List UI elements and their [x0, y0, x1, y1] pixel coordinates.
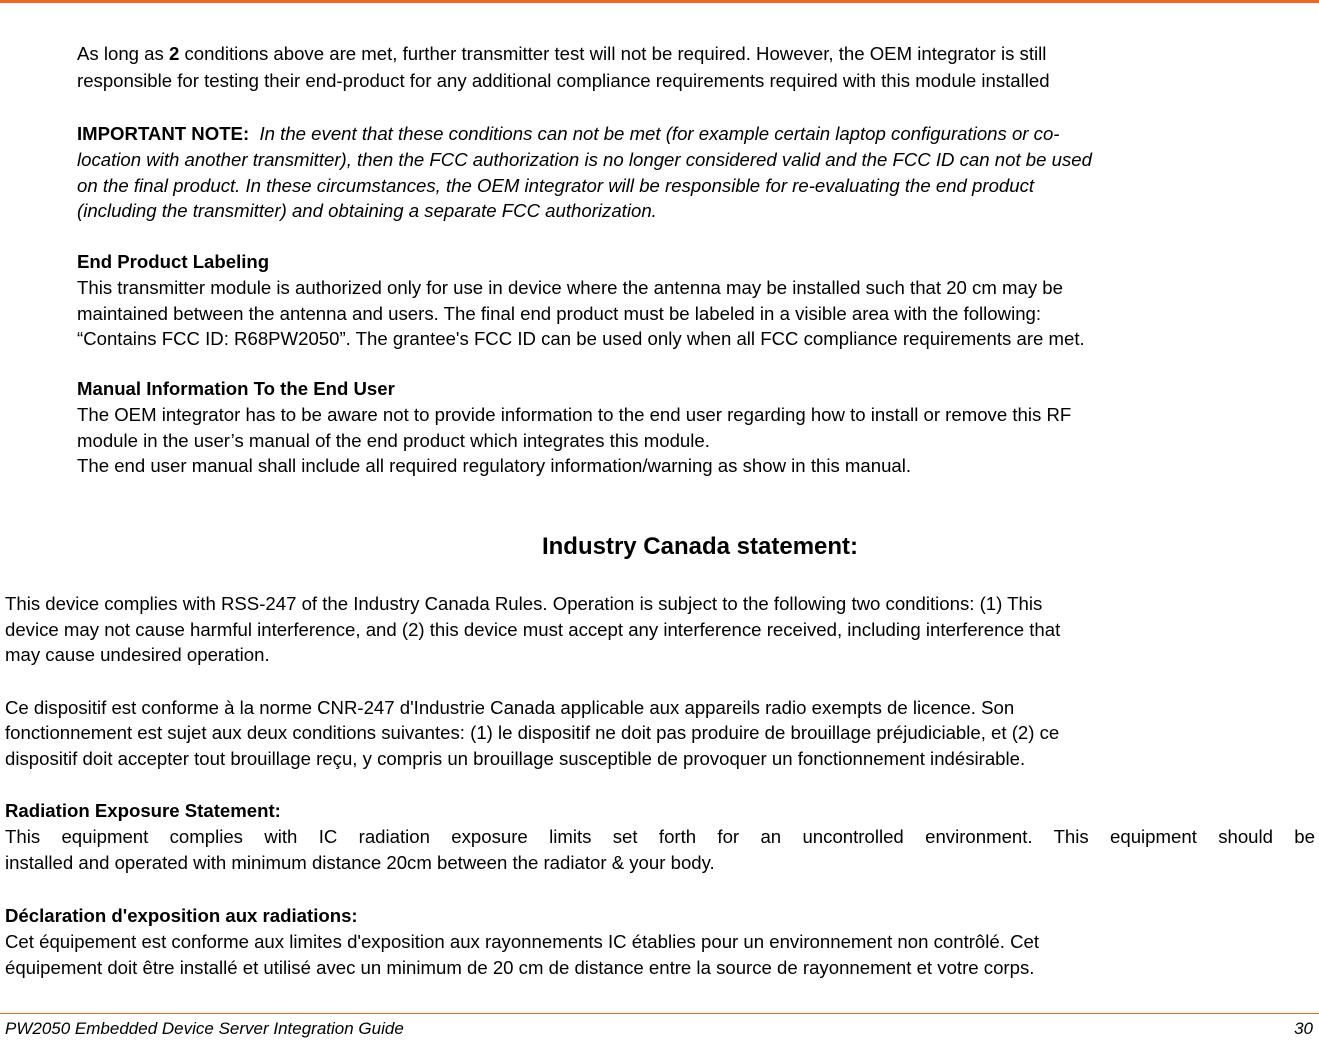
intro-line-2: responsible for testing their end-product for any additional compliance requirements required with this module installed: [77, 70, 1050, 91]
ic-fr-line-1: Ce dispositif est conforme à la norme CNR-247 d'Industrie Canada applicable aux appareils radio exempts de licence. Son: [5, 697, 1015, 718]
end-product-labeling-line-3: “Contains FCC ID: R68PW2050”. The grantee's FCC ID can be used only when all FCC compliance requirements are met.: [77, 328, 1085, 349]
header-rule: [0, 0, 1319, 3]
manual-info-line-1: The OEM integrator has to be aware not to provide information to the end user regarding how to install or remove this RF: [77, 404, 1072, 425]
footer-rule: [0, 1013, 1319, 1014]
footer-page-number: 30: [1294, 1019, 1313, 1038]
manual-info-title: Manual Information To the End User: [77, 378, 395, 399]
ic-en-line-2: device may not cause harmful interference, and (2) this device must accept any interference received, including interference that: [5, 619, 1061, 640]
end-product-labeling-title: End Product Labeling: [77, 251, 270, 272]
ic-fr-line-2: fonctionnement est sujet aux deux conditions suivantes: (1) le dispositif ne doit pas produire de brouillage préjudiciable, et (2) ce: [5, 722, 1060, 743]
declaration-exposition-title: Déclaration d'exposition aux radiations:: [5, 905, 358, 926]
important-note-label: IMPORTANT NOTE:: [77, 123, 250, 144]
end-product-labeling-line-2: maintained between the antenna and users. The final end product must be labeled in a visible area with the following:: [77, 303, 1042, 324]
important-note-line-3: on the final product. In these circumstances, the OEM integrator will be responsible for re-evaluating the end product: [77, 175, 1035, 196]
declaration-exposition-line-1: Cet équipement est conforme aux limites d'exposition aux rayonnements IC établies pour un environnement non contrôlé. Cet: [5, 931, 1040, 952]
manual-info-line-2: module in the user’s manual of the end product which integrates this module.: [77, 430, 710, 451]
radiation-exposure-line-2: installed and operated with minimum distance 20cm between the radiator & your body.: [5, 852, 715, 873]
important-note-line-1: IMPORTANT NOTE: In the event that these conditions can not be met (for example certain laptop configurations or co-: [77, 123, 1060, 144]
radiation-exposure-title: Radiation Exposure Statement:: [5, 800, 281, 821]
manual-info-line-3: The end user manual shall include all required regulatory information/warning as show in this manual.: [77, 455, 912, 476]
end-product-labeling-line-1: This transmitter module is authorized only for use in device where the antenna may be installed such that 20 cm may be: [77, 277, 1063, 298]
declaration-exposition-line-2: équipement doit être installé et utilisé avec un minimum de 20 cm de distance entre la source de rayonnement et votre corps.: [5, 957, 1035, 978]
industry-canada-heading: Industry Canada statement:: [541, 533, 859, 560]
important-note-line-2: location with another transmitter), then the FCC authorization is no longer considered valid and the FCC ID can not be used: [77, 149, 1092, 170]
important-note-line-4: (including the transmitter) and obtaining a separate FCC authorization.: [77, 200, 657, 221]
ic-en-line-1: This device complies with RSS-247 of the Industry Canada Rules. Operation is subject to the following two conditions: (1) This: [5, 593, 1043, 614]
radiation-exposure-line-1: This equipment complies with IC radiation exposure limits set forth for an uncontrolled environment. This equipment should be: [5, 826, 1315, 847]
intro-line-1: As long as 2 conditions above are met, further transmitter test will not be required. However, the OEM integrator is still: [77, 43, 1047, 64]
intro-condition-count: 2: [169, 43, 180, 64]
ic-en-line-3: may cause undesired operation.: [5, 644, 270, 665]
ic-fr-line-3: dispositif doit accepter tout brouillage reçu, y compris un brouillage susceptible de provoquer un fonctionnement indésirable.: [5, 748, 1026, 769]
footer-document-title: PW2050 Embedded Device Server Integration Guide: [5, 1019, 404, 1038]
